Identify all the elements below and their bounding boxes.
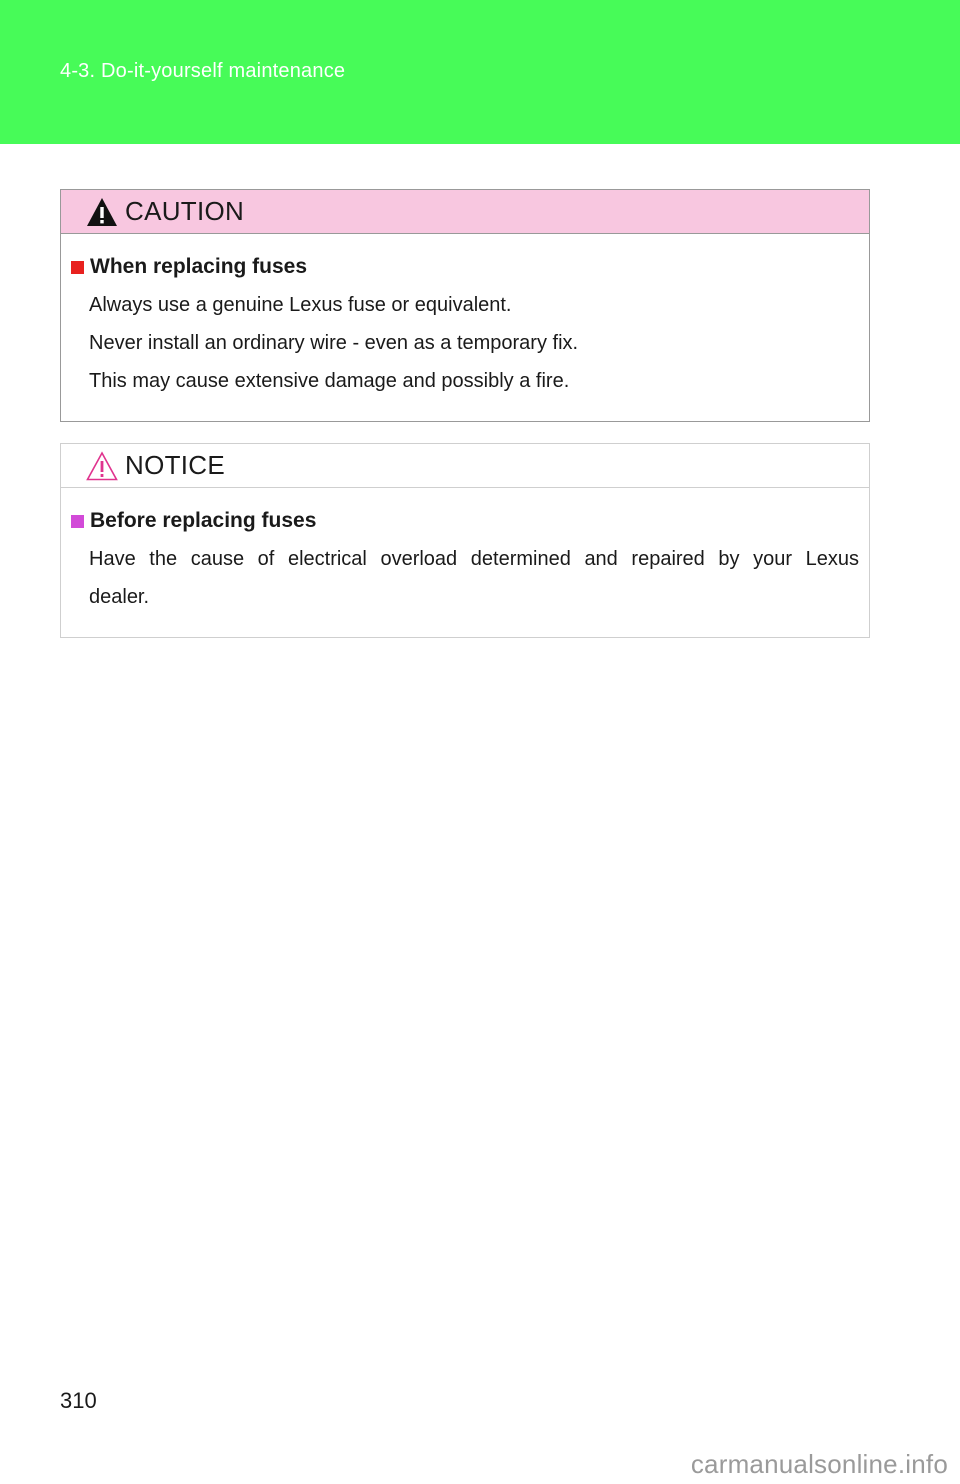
section-title: 4-3. Do-it-yourself maintenance	[60, 60, 346, 82]
caution-item-title-row	[71, 252, 859, 282]
caution-line: Always use a genuine Lexus fuse or equivalent.	[89, 294, 512, 316]
page-number: 310	[60, 1388, 97, 1413]
notice-warning-icon	[85, 450, 119, 482]
watermark: carmanualsonline.info	[690, 1449, 948, 1479]
caution-line: This may cause extensive damage and possibly a fire.	[89, 370, 570, 392]
notice-label: NOTICE	[125, 450, 226, 480]
caution-lines	[71, 286, 859, 400]
notice-item-title: Before replacing fuses	[90, 509, 317, 532]
caution-item-title: When replacing fuses	[90, 255, 308, 278]
notice-line: dealer.	[89, 586, 150, 608]
notice-body	[61, 488, 869, 616]
notice-line: Have the cause of electrical overload determined and repaired by your Lexus	[89, 548, 859, 570]
caution-header	[61, 190, 869, 234]
caution-body	[61, 234, 869, 400]
caution-box	[60, 189, 870, 422]
notice-box	[60, 443, 870, 638]
caution-label: CAUTION	[125, 196, 245, 226]
header-band	[0, 0, 960, 144]
notice-item-title-row	[71, 506, 859, 536]
square-bullet-icon	[71, 261, 84, 274]
warning-icon	[85, 196, 119, 228]
caution-line: Never install an ordinary wire - even as a temporary fix.	[89, 332, 579, 354]
notice-lines	[71, 540, 859, 616]
square-bullet-icon	[71, 515, 84, 528]
notice-header	[61, 444, 869, 488]
